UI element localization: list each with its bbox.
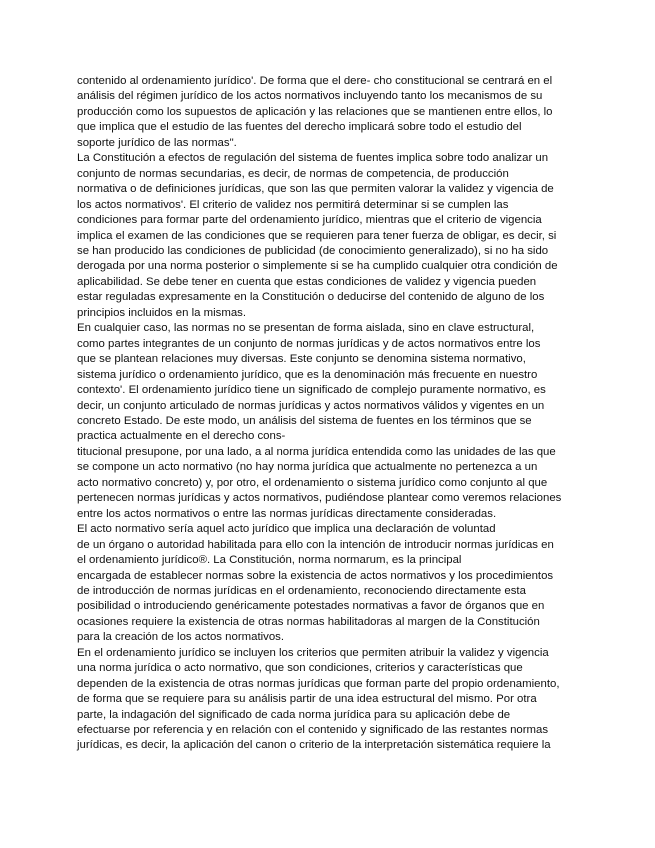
text-line: parte, la indagación del significado de cada norma jurídica para su aplicación debe de [77, 708, 511, 721]
text-line: decir, un conjunto articulado de normas jurídicas y actos normativos válidos y vigentes en un [77, 399, 545, 412]
text-line: contenido al ordenamiento jurídico'. De forma que el dere- cho constitucional se centrará en el [77, 75, 553, 87]
text-line: que se plantean relaciones muy diversas. Este conjunto se denomina sistema normativo, [77, 353, 526, 366]
text-line: titucional presupone, por una lado, a al norma jurídica entendida como las unidades de las que [77, 445, 556, 458]
text-line: como partes integrantes de un conjunto de normas jurídicas y de actos normativos entre los [77, 337, 541, 350]
text-line: conjunto de normas secundarias, es decir, de normas de competencia, de producción [77, 167, 509, 180]
text-line: de forma que se requiere para su análisis partir de una idea estructural del mismo. Por otra [77, 693, 537, 706]
text-line: entre los actos normativos o entre las normas jurídicas directamente consideradas. [77, 507, 497, 520]
text-line: se han producido las condiciones de publicidad (de conocimiento generalizado), si no ha sido [77, 244, 549, 257]
text-line: practica actualmente en el derecho cons- [77, 430, 286, 443]
text-line: se compone un acto normativo (no hay norma jurídica que actualmente no pertenezca a un [77, 461, 538, 474]
text-line: La Constitución a efectos de regulación del sistema de fuentes implica sobre todo analizar un [77, 152, 549, 165]
text-line: dependen de la existencia de otras normas jurídicas que forman parte del propio ordenamiento, [77, 677, 560, 690]
text-line: implica el examen de las condiciones que se requieren para tener fuerza de obligar, es decir, si [77, 229, 557, 242]
text-line: En cualquier caso, las normas no se presentan de forma aislada, sino en clave estructural, [77, 322, 535, 335]
text-line: análisis del régimen jurídico de los actos normativos incluyendo tanto los mecanismos de su [77, 90, 543, 103]
text-line: sistema jurídico o ordenamiento jurídico, que es la denominación más frecuente en nuestro [77, 368, 538, 381]
text-line: aplicabilidad. Se debe tener en cuenta que estas condiciones de validez y vigencia pueden [77, 275, 537, 288]
text-line: concreto Estado. De este modo, un análisis del sistema de fuentes en los términos que se [77, 414, 532, 427]
text-line: estar reguladas expresamente en la Constitución o deducirse del contenido de alguno de los [77, 291, 545, 304]
text-line: efectuarse por referencia y en relación con el contenido y significado de las restantes normas [77, 724, 549, 737]
text-line: En el ordenamiento jurídico se incluyen los criterios que permiten atribuir la validez y vigencia [77, 646, 549, 659]
text-line: ocasiones requiere la existencia de otras normas habilitadoras al margen de la Constitución [77, 615, 540, 628]
text-line: soporte jurídico de las normas". [77, 136, 237, 149]
text-line: los actos normativos'. El criterio de validez nos permitirá determinar si se cumplen las [77, 198, 509, 211]
text-line: pertenecen normas jurídicas y actos normativos, pudiéndose plantear como veremos relaciones [77, 492, 562, 505]
text-line: derogada por una norma posterior o simplemente si se ha cumplido cualquier otra condición de [77, 260, 558, 273]
text-line: contexto'. El ordenamiento jurídico tiene un significado de complejo puramente normativo, es [77, 384, 546, 397]
text-line: el ordenamiento jurídico®. La Constitución, norma normarum, es la principal [77, 554, 462, 567]
text-line: de un órgano o autoridad habilitada para ello con la intención de introducir normas jurídicas en [77, 538, 554, 551]
text-line: posibilidad o introduciendo genéricamente potestades normativas a favor de órganos que en [77, 600, 545, 613]
text-line: de introducción de normas jurídicas en el ordenamiento, reconociendo directamente esta [77, 584, 526, 597]
text-line: para la creación de los actos normativos. [77, 631, 285, 644]
text-line: El acto normativo sería aquel acto jurídico que implica una declaración de voluntad [77, 523, 496, 536]
text-line: acto normativo concreto) y, por otro, el ordenamiento o sistema jurídico como conjunto al que [77, 476, 548, 489]
document-page [77, 74, 577, 754]
text-line: normativa o de definiciones jurídicas, que son las que permiten valorar la validez y vigencia de [77, 183, 554, 196]
text-line: producción como los supuestos de aplicación y las relaciones que se mantienen entre ellos, lo [77, 105, 553, 118]
text-line: principios incluidos en la mismas. [77, 306, 247, 319]
text-line: una norma jurídica o acto normativo, que son condiciones, criterios y características que [77, 662, 523, 675]
text-line: condiciones para formar parte del ordenamiento jurídico, mientras que el criterio de vigencia [77, 214, 542, 227]
text-line: que implica que el estudio de las fuentes del derecho implicará sobre todo el estudio del [77, 121, 522, 134]
text-line: encargada de establecer normas sobre la existencia de actos normativos y los procedimientos [77, 569, 554, 582]
text-line: jurídicas, es decir, la aplicación del canon o criterio de la interpretación sistemática requiere la [77, 739, 551, 752]
